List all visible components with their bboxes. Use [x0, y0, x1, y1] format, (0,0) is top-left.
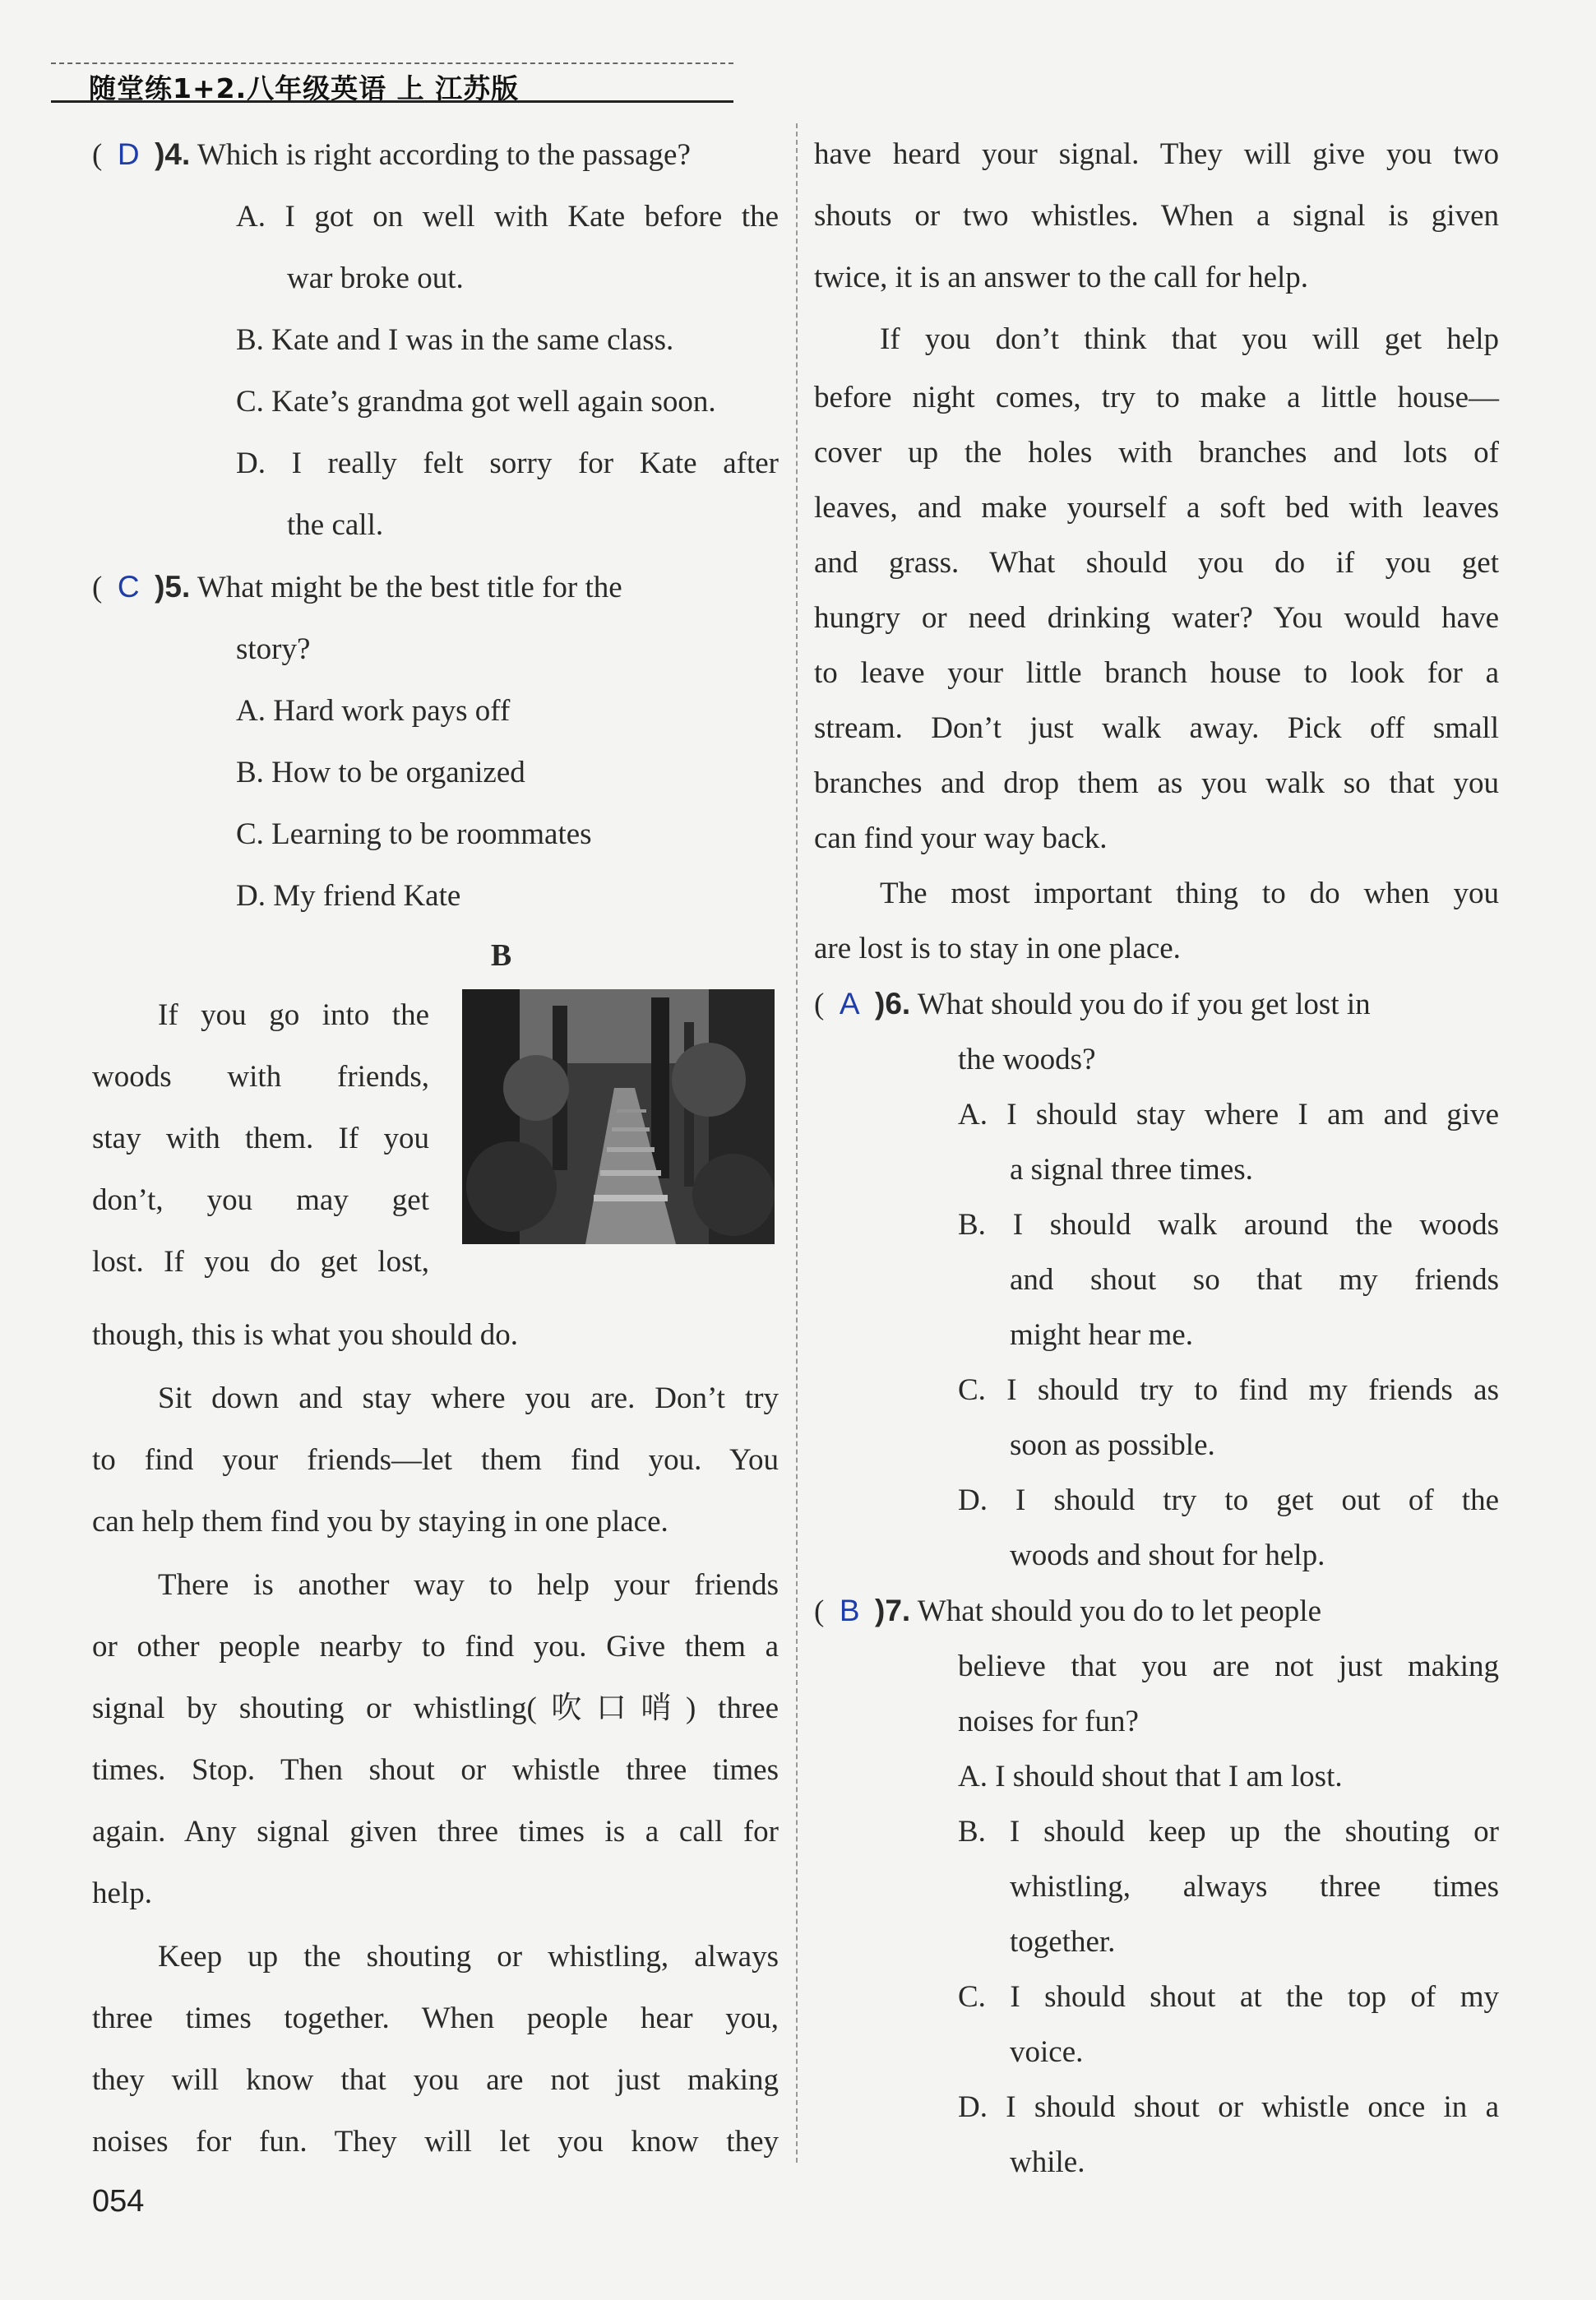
question-6-stem: ( A )6. What should you do if you get lost in	[814, 987, 1371, 1021]
option-6b: B. I should walk around the woods	[958, 1208, 1499, 1242]
question-7-stem-cont2: noises for fun?	[958, 1705, 1139, 1738]
answer-5: C	[117, 570, 140, 604]
option-5b: B. How to be organized	[236, 756, 525, 789]
option-6b-cont: and shout so that my friends	[1010, 1263, 1499, 1297]
option-6c: C. I should try to find my friends as	[958, 1373, 1499, 1407]
question-7-stem-cont: believe that you are not just making	[958, 1650, 1499, 1683]
question-5-stem: ( C )5. What might be the best title for the	[92, 570, 622, 604]
answer-4: D	[117, 137, 140, 171]
question-4-stem: ( D )4. Which is right according to the passage?	[92, 137, 691, 172]
book-title: 随堂练1+2.八年级英语 上 江苏版	[89, 72, 520, 104]
option-7c-cont: voice.	[1010, 2035, 1084, 2069]
option-4b: B. Kate and I was in the same class.	[236, 323, 674, 357]
question-5-stem-cont: story?	[236, 632, 311, 666]
section-b-heading: B	[490, 938, 512, 973]
option-6d-cont: woods and shout for help.	[1010, 1539, 1325, 1572]
page-number: 054	[92, 2184, 145, 2219]
column-divider	[796, 123, 798, 2163]
answer-6: A	[839, 987, 860, 1020]
paragraph-2: Sit down and stay where you are. Don’t try to find your friends—let them find you. You can help them find you by staying in one place.	[92, 1381, 779, 1539]
question-7-stem: ( B )7. What should you do to let people	[814, 1594, 1321, 1628]
paragraph-1: If you go into the woods with friends, stay with them. If you don’t, you may get lost. If you do get lost, though, this is what you should do.	[92, 998, 519, 1352]
option-7b-cont2: together.	[1010, 1925, 1116, 1959]
option-4a-cont: war broke out.	[287, 261, 464, 295]
answer-7: B	[839, 1594, 860, 1627]
right-column	[814, 123, 1499, 2190]
option-6c-cont: soon as possible.	[1010, 1428, 1215, 1462]
paragraph-6: If you don’t think that you will get help before night comes, try to make a little house— cover up the holes with branches and lots of leaves, and make yourself a soft bed with leaves and grass. What should you do if you get hungry or need drinking water? You would have to leave your little branch house to look for a stream. Don’t just walk away. Pick off small branches and drop them as you walk so that you can find your way back.	[814, 322, 1499, 855]
forest-path-photo	[462, 989, 775, 1244]
option-6a: A. I should stay where I am and give	[958, 1098, 1499, 1131]
option-6a-cont: a signal three times.	[1010, 1153, 1253, 1187]
header-dashed-line	[51, 62, 733, 64]
option-4a: A. I got on well with Kate before the	[236, 200, 779, 234]
header-rule	[51, 100, 733, 103]
paragraph-7: The most important thing to do when you are lost is to stay in one place.	[814, 877, 1499, 965]
option-5d: D. My friend Kate	[236, 879, 461, 913]
option-7b: B. I should keep up the shouting or	[958, 1815, 1499, 1849]
paragraph-3: There is another way to help your friends or other people nearby to find you. Give them a signal by shouting or whistling(吹口哨) three times. Stop. Then shout or whistle three times again. Any signal given three times is a call for help.	[92, 1568, 779, 1910]
option-7c: C. I should shout at the top of my	[958, 1980, 1499, 2014]
option-7b-cont: whistling, always three times	[1010, 1870, 1499, 1904]
paragraph-5: have heard your signal. They will give you two shouts or two whistles. When a signal is given twice, it is an answer to the call for help.	[814, 137, 1499, 294]
question-6-stem-cont: the woods?	[958, 1043, 1096, 1076]
option-7a: A. I should shout that I am lost.	[958, 1760, 1343, 1793]
option-5c: C. Learning to be roommates	[236, 817, 592, 851]
option-5a: A. Hard work pays off	[236, 694, 511, 728]
option-4c: C. Kate’s grandma got well again soon.	[236, 385, 716, 419]
option-6b-cont2: might hear me.	[1010, 1318, 1193, 1352]
option-7d: D. I should shout or whistle once in a	[958, 2090, 1499, 2124]
page-header	[51, 56, 733, 102]
paragraph-4: Keep up the shouting or whistling, always three times together. When people hear you, they will know that you are not just making noises for fun. They will let you know they	[92, 1940, 779, 2159]
option-4d-cont: the call.	[287, 508, 384, 542]
option-4d: D. I really felt sorry for Kate after	[236, 447, 779, 480]
option-6d: D. I should try to get out of the	[958, 1483, 1499, 1517]
option-7d-cont: while.	[1010, 2145, 1085, 2179]
